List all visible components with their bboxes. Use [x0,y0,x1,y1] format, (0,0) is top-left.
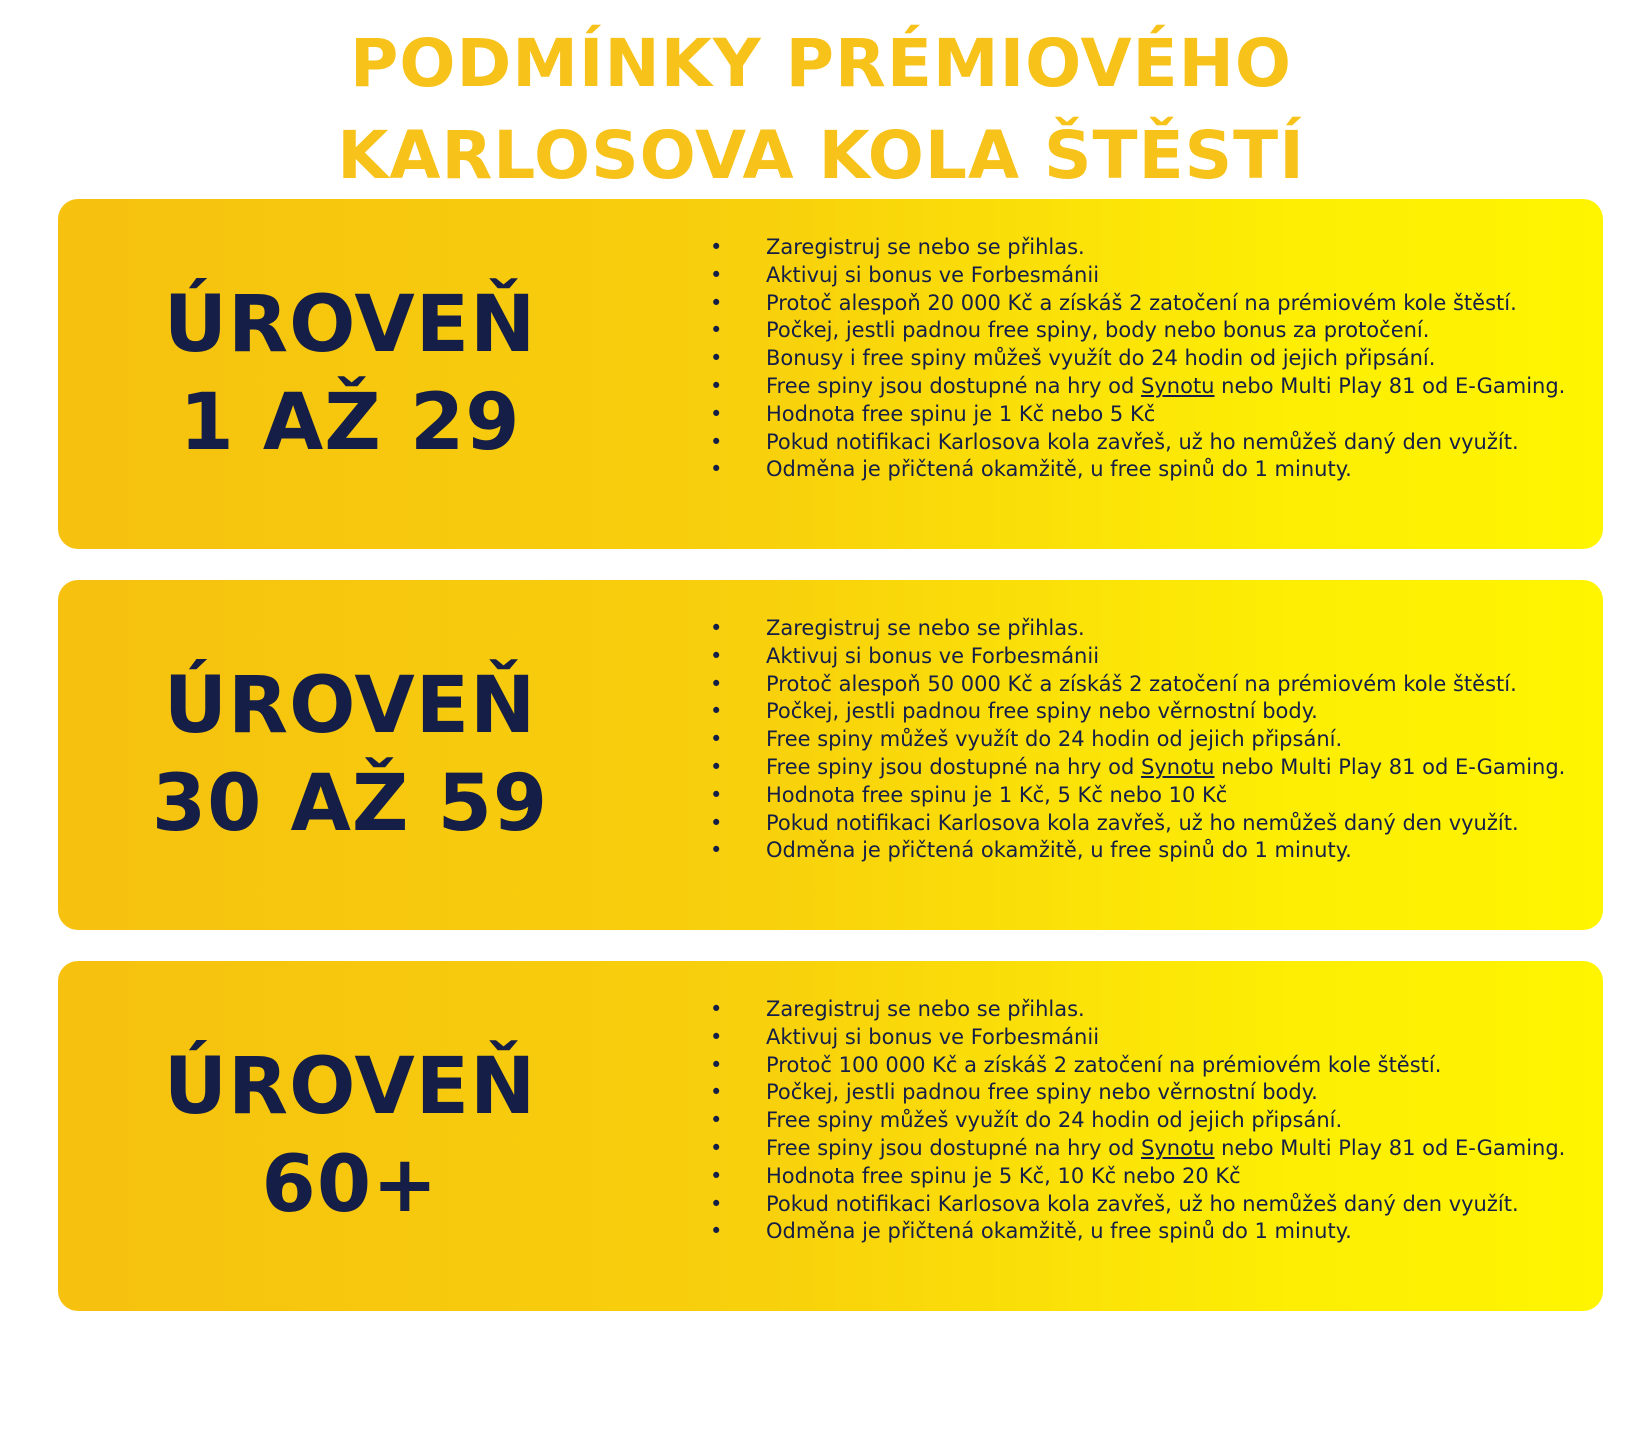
level-card-2 [58,580,1603,930]
level-heading [58,199,642,549]
rule-item: • Zaregistruj se nebo se přihlas. [708,234,1565,262]
rule-item: • Protoč 100 000 Kč a získáš 2 zatočení na prémiovém kole štěstí. [708,1052,1565,1080]
rule-item: • Počkej, jestli padnou free spiny nebo věrnostní body. [708,698,1565,726]
level-card-3 [58,961,1603,1311]
rule-item: • Bonusy i free spiny můžeš využít do 24 hodin od jejich připsání. [708,345,1565,373]
rule-item: • Zaregistruj se nebo se přihlas. [708,615,1565,643]
rule-item: • Pokud notifikaci Karlosova kola zavřeš, už ho nemůžeš daný den využít. [708,429,1565,457]
rule-item: • Pokud notifikaci Karlosova kola zavřeš, už ho nemůžeš daný den využít. [708,810,1565,838]
level-heading-line2: 60+ [261,1140,439,1230]
rule-item: • Aktivuj si bonus ve Forbesmánii [708,643,1565,671]
rules-list [708,996,1565,1246]
level-heading-line2: 30 AŽ 59 [151,759,549,849]
rules-list [708,234,1565,484]
rule-item: • Aktivuj si bonus ve Forbesmánii [708,262,1565,290]
rule-item: • Aktivuj si bonus ve Forbesmánii [708,1024,1565,1052]
rule-item: • Odměna je přičtená okamžitě, u free spinů do 1 minuty. [708,456,1565,484]
synot-link[interactable]: Synotu [1141,754,1215,779]
page-title-line1: PODMÍNKY PRÉMIOVÉHO [349,25,1292,102]
rule-item: • Protoč alespoň 50 000 Kč a získáš 2 zatočení na prémiovém kole štěstí. [708,671,1565,699]
level-heading-line1: ÚROVEŇ [163,280,537,370]
rule-text: nebo Multi Play 81 od E-Gaming. [1214,373,1566,398]
level-heading-line1: ÚROVEŇ [163,661,537,751]
synot-link[interactable]: Synotu [1141,1135,1215,1160]
rule-text: Free spiny jsou dostupné na hry od [766,373,1142,398]
rule-item: • Počkej, jestli padnou free spiny, body nebo bonus za protočení. [708,317,1565,345]
rule-text: nebo Multi Play 81 od E-Gaming. [1214,1135,1566,1160]
rule-item [708,754,1565,782]
level-heading [58,961,642,1311]
rule-item: • Počkej, jestli padnou free spiny nebo věrnostní body. [708,1079,1565,1107]
page-title [0,18,1642,202]
rule-text: nebo Multi Play 81 od E-Gaming. [1214,754,1566,779]
rule-item: • Free spiny můžeš využít do 24 hodin od jejich připsání. [708,1107,1565,1135]
rule-item: • Odměna je přičtená okamžitě, u free spinů do 1 minuty. [708,837,1565,865]
level-heading [58,580,642,930]
level-heading-line2: 1 AŽ 29 [179,378,521,468]
page-title-line2: KARLOSOVA KOLA ŠTĚSTÍ [337,117,1305,194]
level-card-1 [58,199,1603,549]
rule-item: • Zaregistruj se nebo se přihlas. [708,996,1565,1024]
rule-item: • Hodnota free spinu je 1 Kč, 5 Kč nebo 10 Kč [708,782,1565,810]
rule-item [708,1135,1565,1163]
rule-item: • Hodnota free spinu je 5 Kč, 10 Kč nebo 20 Kč [708,1163,1565,1191]
rule-item: • Free spiny můžeš využít do 24 hodin od jejich připsání. [708,726,1565,754]
rules-list [708,615,1565,865]
rule-item: • Odměna je přičtená okamžitě, u free spinů do 1 minuty. [708,1218,1565,1246]
rule-item: • Protoč alespoň 20 000 Kč a získáš 2 zatočení na prémiovém kole štěstí. [708,290,1565,318]
rule-item: • Hodnota free spinu je 1 Kč nebo 5 Kč [708,401,1565,429]
synot-link[interactable]: Synotu [1141,373,1215,398]
level-heading-line1: ÚROVEŇ [163,1042,537,1132]
rule-item: • Pokud notifikaci Karlosova kola zavřeš, už ho nemůžeš daný den využít. [708,1191,1565,1219]
rule-item [708,373,1565,401]
rule-text: Free spiny jsou dostupné na hry od [766,754,1142,779]
rule-text: Free spiny jsou dostupné na hry od [766,1135,1142,1160]
